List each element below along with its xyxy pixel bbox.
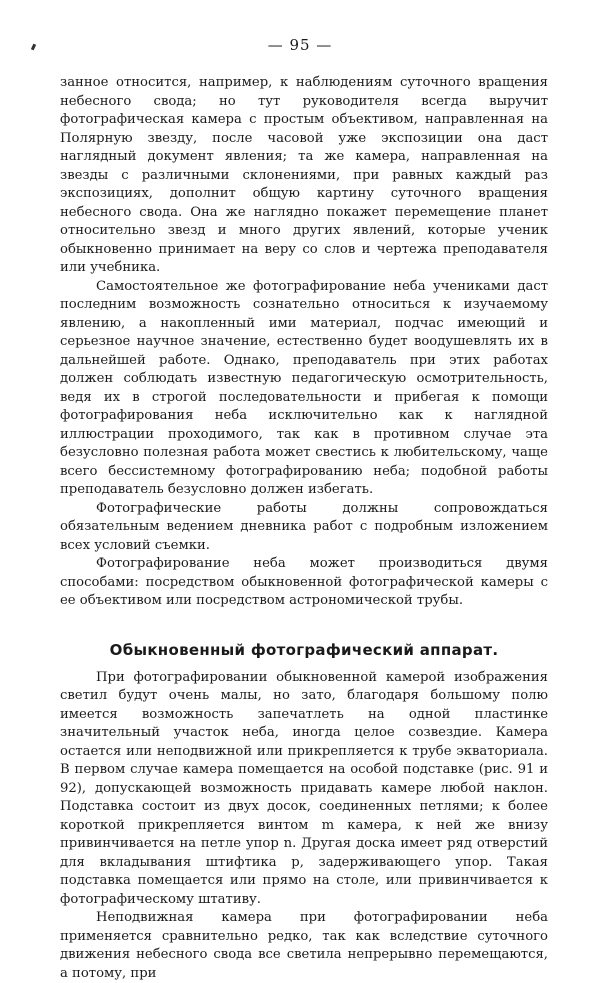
paragraph-4: Фотографирование неба может производиться двумя способами: посредством обыкновенной фотографической камеры с ее объективом или посредством астрономической трубы. <box>60 556 548 608</box>
page-number: — 95 — <box>267 36 333 54</box>
paragraph-3: Фотографические работы должны сопровождаться обязательным ведением дневника работ с подробным изложением всех условий съемки. <box>60 500 548 553</box>
page-body <box>60 74 548 983</box>
paragraph-5: При фотографировании обыкновенной камерой изображения светил будут очень малы, но зато, благодаря большому полю имеется возможность запечатлеть на одной пластинке значительный участок неба, иногда целое созвездие. Камера остается или неподвижной или прикрепляется к трубе экваториала. В первом случае камера помещается на особой подставке (рис. 91 и 92), допускающей возможность придавать камере любой наклон. Подставка состоит из двух досок, соединенных петлями; к более короткой прикрепляется винтом m камера, к ней же внизу привинчивается на петле упор n. Другая доска имеет ряд отверстий для вкладывания штифтика p, задерживающего упор. Такая подставка помещается или прямо на столе, или привинчивается к фотографическому штативу. <box>60 669 548 907</box>
paragraph-6: Неподвижная камера при фотографировании неба применяется сравнительно редко, так как вследствие суточного движения небесного свода все светила непрерывно перемещаются, а потому, при <box>60 910 548 981</box>
paragraph-2: Самостоятельное же фотографирование неба учениками даст последним возможность сознательно относиться к изучаемому явлению, а накопленный ими материал, подчас имеющий и серьезное научное значение, естественно будет воодушевлять их в дальнейшей работе. Однако, преподаватель при этих работах должен соблюдать известную педагогическую осмотрительность, ведя их в строгой последовательности и прибегая к помощи фотографирования неба исключительно как к наглядной иллюстрации проходимого, так как в противном случае эта безусловно полезная работа может свестись к любительскому, чаще всего бессистемному фотографированию неба; подобной работы преподаватель безусловно должен избегать. <box>60 278 548 497</box>
paragraph-1: занное относится, например, к наблюдениям суточного вращения небесного свода; но тут руководителя всегда выручит фотографическая камера с простым объективом, направленная на Полярную звезду, после часовой уже экспозиции она даст наглядный документ явления; та же камера, направленная на звезды с различными склонениями, при равных каждый раз экспозициях, дополнит общую картину суточного вращения небесного свода. Она же наглядно покажет перемещение планет относительно звезд и много других явлений, которые ученик обыкновенно принимает на веру со слов и чертежа преподавателя или учебника. <box>60 75 548 275</box>
section-heading: Обыкновенный фотографический аппарат. <box>109 640 499 659</box>
